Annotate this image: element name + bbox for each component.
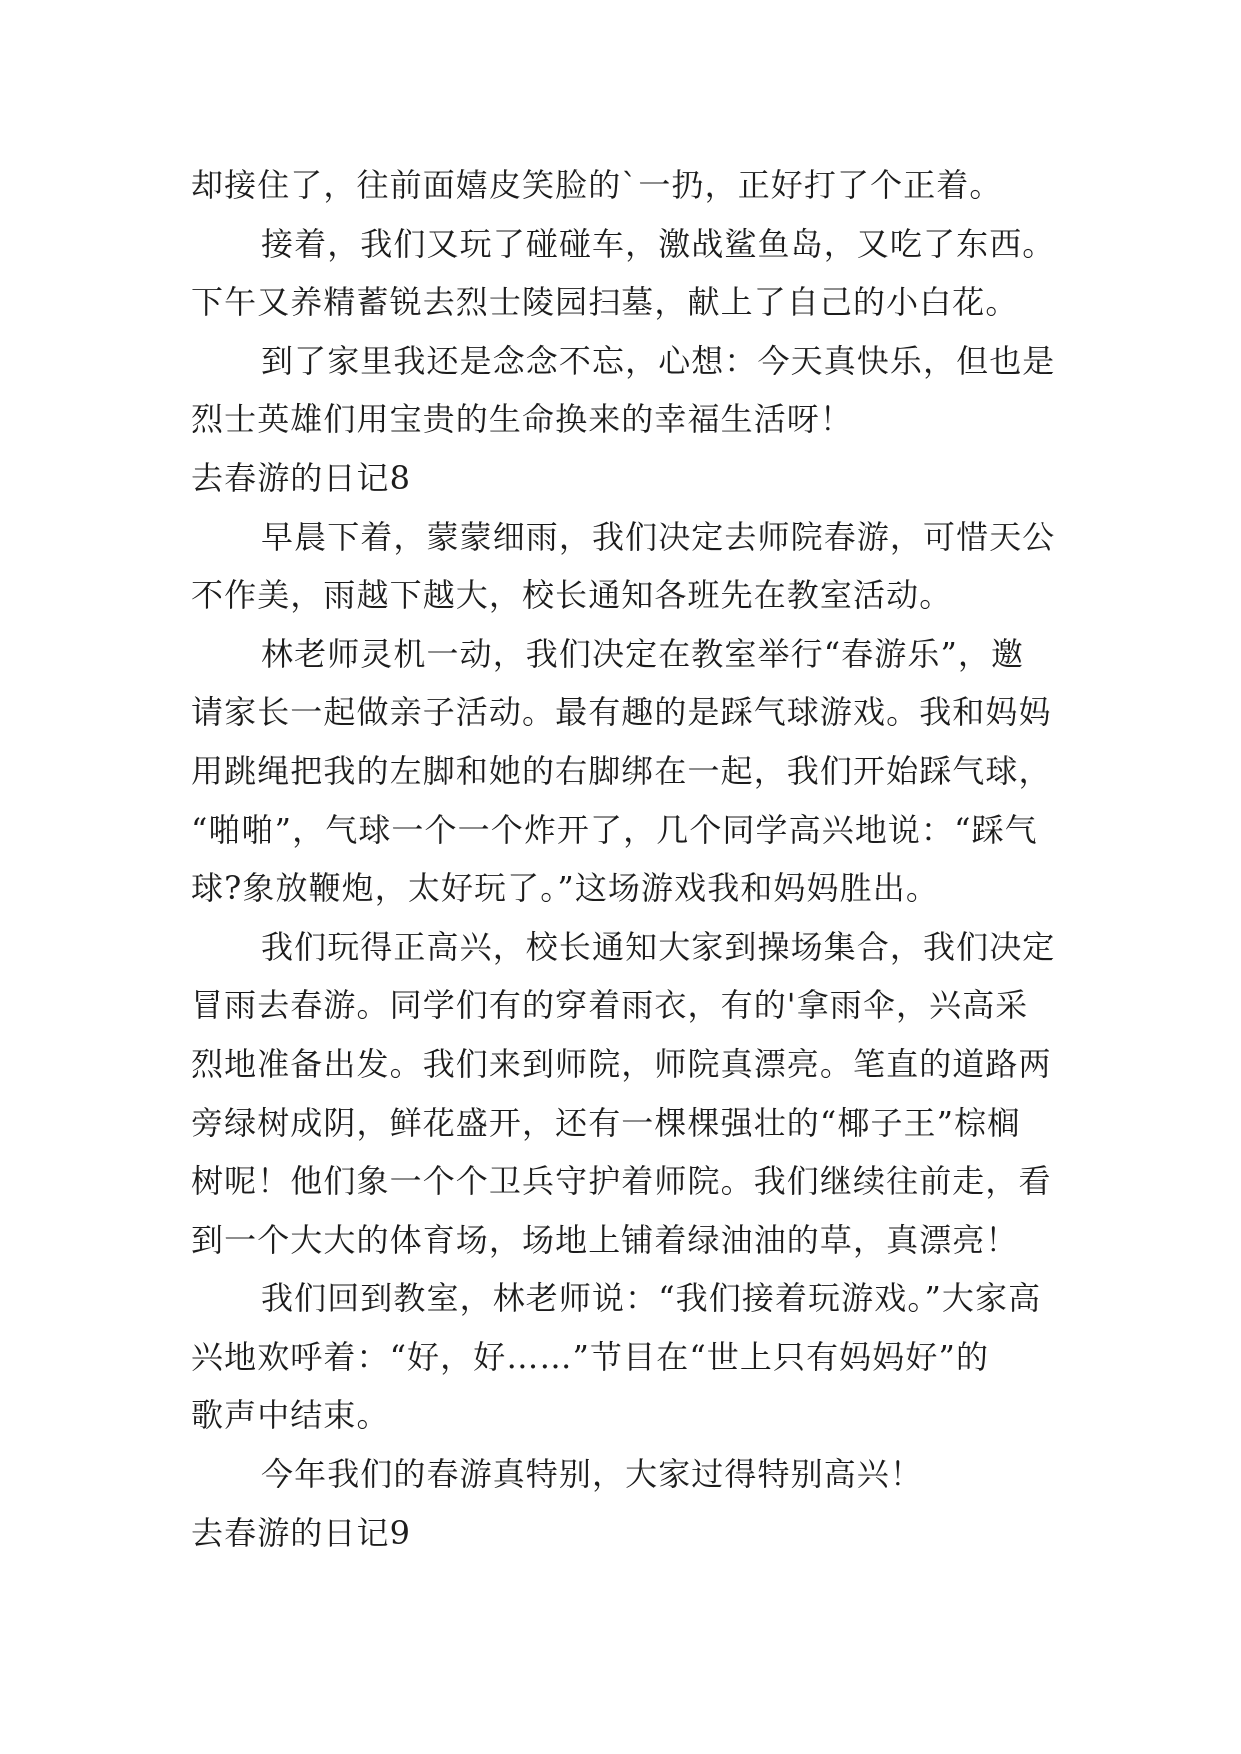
paragraph [191,625,1071,918]
text-line: 兴地欢呼着：“好，好……”节目在“世上只有妈妈好”的 [191,1337,990,1376]
text-line: 到一个大大的体育场，场地上铺着绿油油的草，真漂亮！ [191,1220,1019,1259]
text-line: 不作美，雨越下越大，校长通知各班先在教室活动。 [191,576,953,615]
text-line: 到了家里我还是念念不忘，心想：今天真快乐，但也是 [261,341,1056,380]
paragraph [191,1269,1071,1445]
text-line: 请家长一起做亲子活动。最有趣的是踩气球游戏。我和妈妈 [191,693,1052,732]
text-line: 林老师灵机一动，我们决定在教室举行“春游乐”，邀 [261,634,1025,673]
paragraph [191,156,1071,215]
paragraph [191,918,1071,1270]
text-line: 烈地准备出发。我们来到师院，师院真漂亮。笔直的道路两 [191,1044,1052,1083]
text-line: 我们回到教室，林老师说：“我们接着玩游戏。”大家高 [261,1279,1042,1318]
text-line: 用跳绳把我的左脚和她的右脚绑在一起，我们开始踩气球， [191,751,1052,790]
document-body [191,156,1071,1562]
text-line: 今年我们的春游真特别，大家过得特别高兴！ [261,1455,924,1494]
text-line: 却接住了，往前面嬉皮笑脸的`一扔，正好打了个正着。 [191,166,1003,204]
entry-title: 去春游的日记8 [191,458,412,497]
text-line: 早晨下着，蒙蒙细雨，我们决定去师院春游，可惜天公 [261,517,1056,556]
text-line: 接着，我们又玩了碰碰车，激战鲨鱼岛，又吃了东西。 [261,224,1056,263]
paragraph [191,1445,1071,1504]
text-line: 球?象放鞭炮，太好玩了。”这场游戏我和妈妈胜出。 [191,869,939,908]
text-line: “啪啪”，气球一个一个炸开了，几个同学高兴地说：“踩气 [191,810,1038,849]
text-line: 下午又养精蓄锐去烈士陵园扫墓，献上了自己的小白花。 [191,283,1019,322]
text-line: 树呢！他们象一个个卫兵守护着师院。我们继续往前走，看 [191,1162,1052,1201]
text-line: 歌声中结束。 [191,1396,390,1435]
paragraph [191,215,1071,332]
text-line: 烈士英雄们用宝贵的生命换来的幸福生活呀！ [191,400,854,439]
paragraph [191,332,1071,449]
text-line: 冒雨去春游。同学们有的穿着雨衣，有的'拿雨伞，兴高采 [191,986,1029,1025]
text-line: 我们玩得正高兴，校长通知大家到操场集合，我们决定 [261,927,1056,966]
paragraph [191,508,1071,625]
entry-title: 去春游的日记9 [191,1513,412,1552]
text-line: 旁绿树成阴，鲜花盛开，还有一棵棵强壮的“椰子王”棕榈 [191,1103,1021,1142]
